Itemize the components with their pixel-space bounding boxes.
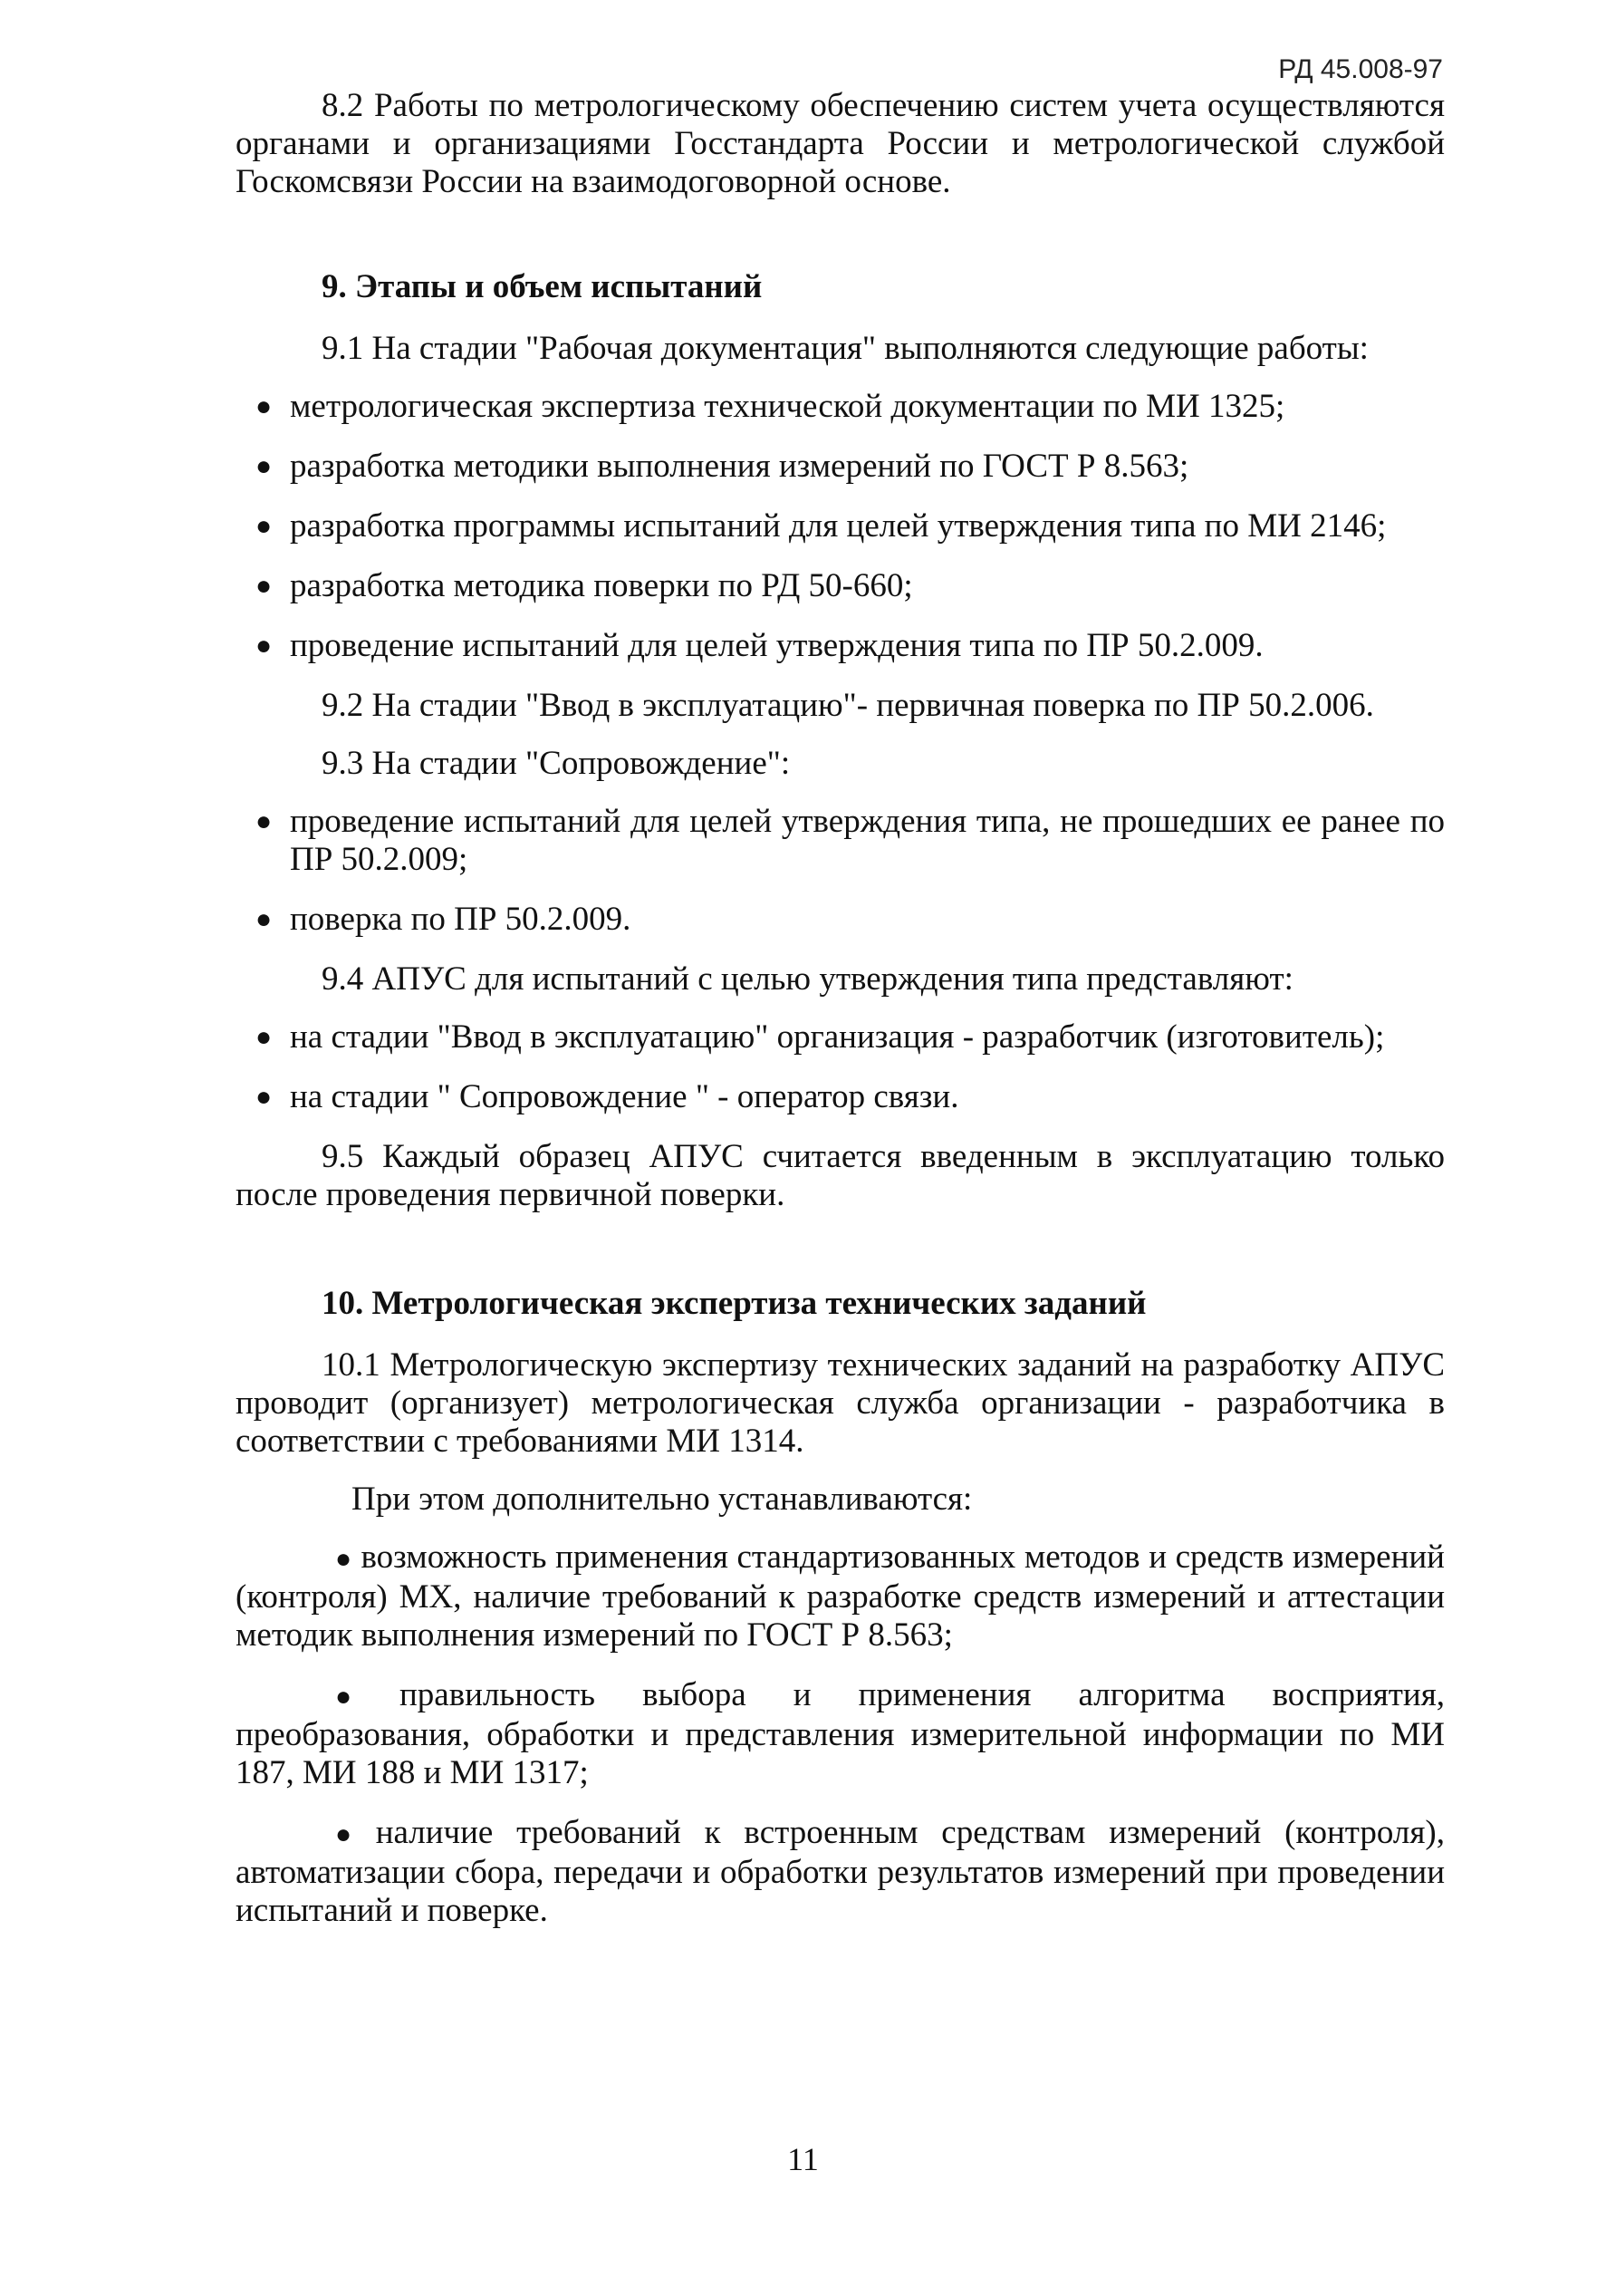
paragraph-8-2: 8.2 Работы по метрологическому обеспечению систем учета осуществляются органами и организациями Госстандарта России и метрологической службой Госкомсвязи России на взаимодоговорной основе. (236, 87, 1445, 200)
list-item (236, 1676, 1445, 1792)
list-item (236, 388, 1445, 426)
bullet-icon: ● (335, 1544, 352, 1574)
paragraph-10-1: 10.1 Метрологическую экспертизу технических заданий на разработку АПУС проводит (организует) метрологическая служба организации - разработчика в соответствии с требованиями МИ 1314. (236, 1346, 1445, 1460)
bullet-icon: ● (255, 1082, 273, 1112)
list-item-text: на стадии "Ввод в эксплуатацию" организация - разработчик (изготовитель); (290, 1018, 1385, 1056)
bullet-icon: ● (255, 904, 273, 934)
list-item (236, 1078, 1445, 1116)
paragraph-9-4: 9.4 АПУС для испытаний с целью утверждения типа представляют: (322, 960, 1293, 998)
list-item (236, 1814, 1445, 1930)
list-item-text: проведение испытаний для целей утверждения типа по ПР 50.2.009. (290, 627, 1264, 664)
list-item (236, 1018, 1445, 1056)
bullet-icon: ● (255, 571, 273, 601)
list-item-text: поверка по ПР 50.2.009. (290, 901, 631, 938)
list-item-text: метрологическая экспертиза технической документации по МИ 1325; (290, 388, 1285, 425)
bullet-icon: ● (335, 1819, 367, 1849)
list-item-text: разработка методики выполнения измерений по ГОСТ Р 8.563; (290, 448, 1189, 485)
bullet-icon: ● (335, 1682, 390, 1712)
list-item (236, 627, 1445, 665)
page-number: 11 (787, 2141, 819, 2177)
paragraph-9-2: 9.2 На стадии "Ввод в эксплуатацию"- первичная поверка по ПР 50.2.006. (322, 687, 1374, 724)
list-item (236, 803, 1445, 879)
list-item (236, 507, 1445, 545)
list-item-text: проведение испытаний для целей утверждения типа, не прошедших ее ранее по ПР 50.2.009; (290, 803, 1445, 878)
paragraph-9-3: 9.3 На стадии "Сопровождение": (322, 745, 791, 782)
list-item-text: возможность применения стандартизованных методов и средств измерений (контроля) МХ, наличие требований к разработке средств измерений и аттестации методик выполнения измерений по ГОСТ Р 8.563; (236, 1539, 1445, 1654)
section-9-heading: 9. Этапы и объем испытаний (322, 268, 763, 305)
list-item-text: разработка программы испытаний для целей утверждения типа по МИ 2146; (290, 507, 1387, 545)
paragraph-10-lead: При этом дополнительно устанавливаются: (351, 1481, 973, 1518)
paragraph-9-5: 9.5 Каждый образец АПУС считается введенным в эксплуатацию только после проведения первичной поверки. (236, 1138, 1445, 1213)
paragraph-9-1: 9.1 На стадии "Рабочая документация" выполняются следующие работы: (322, 330, 1369, 367)
page-content (236, 87, 1445, 1952)
list-item-text: правильность выбора и применения алгоритма восприятия, преобразования, обработки и представления измерительной информации по МИ 187, МИ 188 и МИ 1317; (236, 1676, 1446, 1791)
bullet-icon: ● (255, 391, 273, 421)
bullet-icon: ● (255, 451, 273, 481)
list-item-text: разработка методика поверки по РД 50-660; (290, 567, 913, 604)
list-item (236, 448, 1445, 486)
list-item-text: наличие требований к встроенным средствам измерений (контроля), автоматизации сбора, передачи и обработки результатов измерений при проведении испытаний и поверке. (236, 1814, 1445, 1929)
document-code: РД 45.008-97 (1278, 54, 1443, 84)
bullet-icon: ● (255, 1022, 273, 1052)
bullet-icon: ● (255, 631, 273, 661)
bullet-icon: ● (255, 511, 273, 541)
bullet-icon: ● (255, 806, 273, 836)
list-item (236, 1539, 1445, 1654)
list-item (236, 567, 1445, 605)
list-item (236, 901, 1445, 939)
section-10-heading: 10. Метрологическая экспертиза технических заданий (322, 1285, 1147, 1322)
list-item-text: на стадии " Сопровождение " - оператор связи. (290, 1078, 959, 1115)
